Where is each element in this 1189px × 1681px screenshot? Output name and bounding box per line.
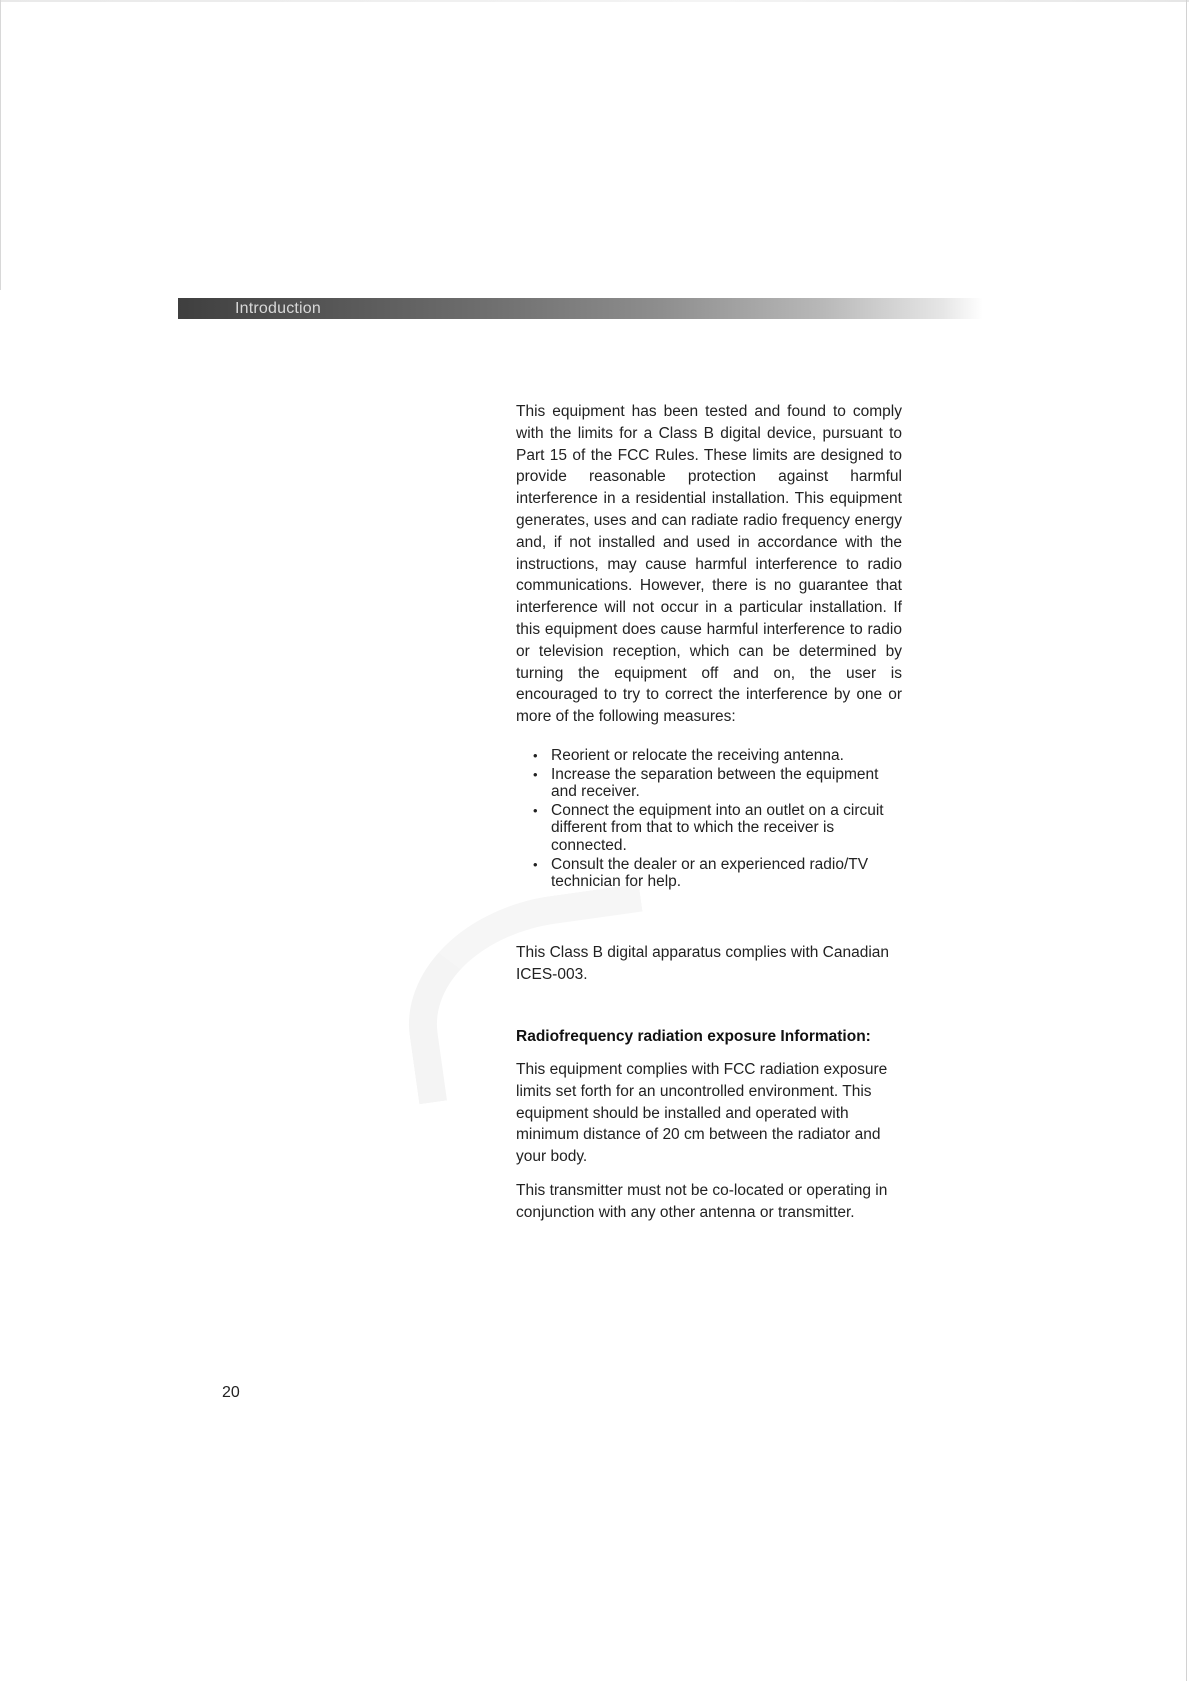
canada-statement: This Class B digital apparatus complies with Canadian ICES-003. bbox=[516, 944, 890, 983]
section-header-bar bbox=[178, 298, 983, 319]
section-title: Introduction bbox=[235, 300, 322, 317]
rf-exposure-heading: Radiofrequency radiation exposure Information: bbox=[516, 1028, 871, 1045]
list-item: • Increase the separation between the equipment and receiver. bbox=[530, 766, 902, 801]
page-number: 20 bbox=[222, 1384, 240, 1401]
scan-edge-right bbox=[1186, 0, 1187, 1681]
list-item: • Connect the equipment into an outlet on a circuit different from that to which the receiver is connected. bbox=[530, 802, 902, 855]
rf-exposure-paragraph: This equipment complies with FCC radiation exposure limits set forth for an uncontrolled environment. This equipment should be installed and operated with minimum distance of 20 cm between the radiator and your body. bbox=[516, 1061, 888, 1166]
list-item: • Reorient or relocate the receiving antenna. bbox=[530, 747, 902, 765]
measures-list bbox=[530, 747, 902, 892]
scan-edge-top bbox=[0, 0, 1189, 2]
list-item: • Consult the dealer or an experienced radio/TV technician for help. bbox=[530, 856, 902, 891]
transmitter-note: This transmitter must not be co-located or operating in conjunction with any other antenna or transmitter. bbox=[516, 1182, 888, 1221]
scan-edge-left bbox=[0, 0, 1, 290]
fcc-statement-paragraph: This equipment has been tested and found to comply with the limits for a Class B digital device, pursuant to Part 15 of the FCC Rules. These limits are designed to provide reasonable protection against harmful interference in a residential installation. This equipment generates, uses and can radiate radio frequency energy and, if not installed and used in accordance with the instructions, may cause harmful interference to radio communications. However, there is no guarantee that interference will not occur in a particular installation. If this equipment does cause harmful interference to radio or television reception, which can be determined by turning the equipment off and on, the user is encouraged to try to correct the interference by one or more of the following measures: bbox=[516, 403, 902, 726]
